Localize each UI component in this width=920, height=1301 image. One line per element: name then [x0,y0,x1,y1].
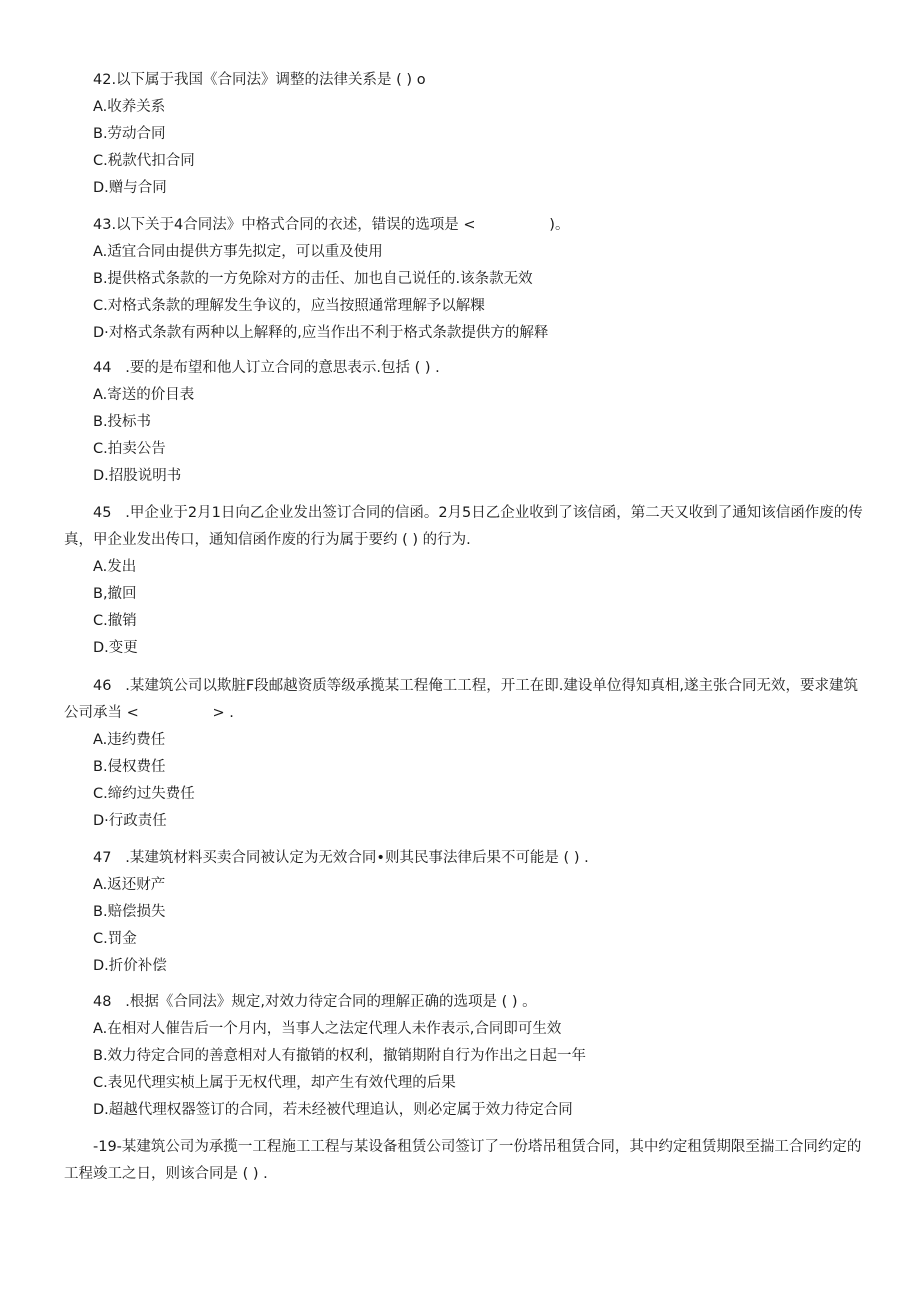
option-d: D·行政责任 [93,813,167,829]
option-a: A.寄送的价目表 [93,387,195,403]
option-d: D.变更 [93,640,138,656]
option-c: C.撤销 [93,613,137,629]
option-c: C.对格式条款的理解发生争议的，应当按照通常理解予以解粿 [93,298,485,314]
option-a: A.在相对人催告后一个月内，当事人之法定代理人未作表示,合同即可生效 [93,1021,562,1037]
question-text: 45 .甲企业于2月1日向乙企业发出签订合同的信函。2月5日乙企业收到了该信函，第二天又收到了通知该信函作废的传真，甲企业发出传口，通知信函作废的行为属于要约 ( ) 的行为. [64,505,863,548]
option-b: B.投标书 [93,414,152,430]
question-text: -19-某建筑公司为承揽一工程施工工程与某设备租赁公司签订了一份塔吊租赁合同，其中约定租赁期限至揣工合同约定的工程竣工之日，则该合同是 ( ) . [64,1139,862,1182]
question-text: 46 .某建筑公司以欺脏F段邮越资质等级承揽某工程俺工工程，开工在即.建设单位得知真相,遂主张合同无效，要求建筑公司承当 < > . [64,678,858,721]
question-text: 43.以下关于4合同法》中格式合同的衣述，错误的选项是 < )。 [93,217,570,233]
question-text: 48 .根据《合同法》规定,对效力待定合同的理解正确的选项是 ( ) 。 [93,994,537,1010]
option-b: B.效力待定合同的善意相对人有撤销的权利，撤销期附自行为作出之日起一年 [93,1048,587,1064]
option-a: A.发出 [93,559,137,575]
option-d: D·对格式条款有两种以上解释的,应当作出不利于格式条款提供方的解释 [93,325,549,341]
question-46 [64,673,864,835]
option-c: C.表见代理实桢上属于无权代理，却产生有效代理的后果 [93,1075,456,1091]
question-text: 42.以下属于我国《合同法》调整的法律关系是 ( ) o [93,72,426,88]
question-45 [64,500,864,662]
option-c: C.税款代扣合同 [93,153,195,169]
option-c: C.拍卖公告 [93,441,166,457]
question-44 [64,355,864,490]
option-a: A.收养关系 [93,99,166,115]
question-43 [64,212,864,347]
option-b: B.提供格式条款的一方免除对方的击任、加也自己说任的.该条款无效 [93,271,533,287]
option-b: B.劳动合同 [93,126,166,142]
question-text: 44 .要的是布望和他人订立合同的意思表示.包括 ( ) . [93,360,440,376]
question-48 [64,989,864,1124]
question-49 [64,1134,864,1188]
question-text: 47 .某建筑材料买卖合同被认定为无效合同•则其民事法律后果不可能是 ( ) . [93,850,589,866]
option-b: B.侵权费任 [93,759,166,775]
option-c: C.罚金 [93,931,137,947]
option-a: A.返还财产 [93,877,166,893]
option-d: D.招股说明书 [93,468,182,484]
question-47 [64,845,864,980]
option-b: B,撤回 [93,586,137,602]
option-d: D.超越代理权器签订的合同，若未经被代理追认，则必定属于效力待定合同 [93,1102,573,1118]
option-b: B.赔偿损失 [93,904,166,920]
question-42 [64,67,864,202]
option-c: C.缔约过失费任 [93,786,195,802]
option-d: D.赠与合同 [93,180,167,196]
option-a: A.违约费任 [93,732,166,748]
option-d: D.折价补偿 [93,958,167,974]
option-a: A.适宜合同由提供方事先拟定，可以重及使用 [93,244,383,260]
